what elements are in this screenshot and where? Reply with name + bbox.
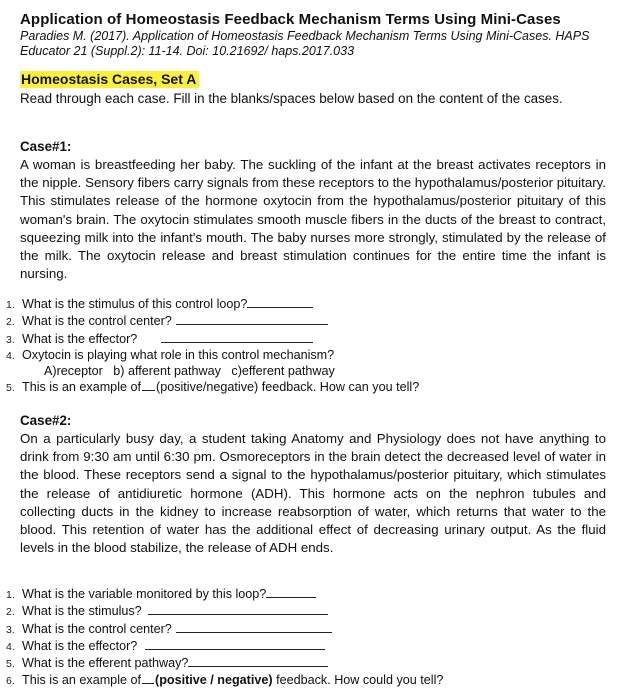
- question-text-after: feedback. How could you tell?: [276, 673, 444, 688]
- citation-line-2: Educator 21 (Suppl.2): 11-14. Doi: 10.21692/ haps.2017.033: [20, 44, 355, 58]
- question-number: 2.: [6, 606, 15, 619]
- question-text: What is the control center?: [22, 621, 172, 636]
- answer-blank[interactable]: [161, 331, 313, 343]
- answer-blank[interactable]: [247, 296, 313, 308]
- question-text: What is the variable monitored by this loop?: [22, 587, 267, 601]
- question-number: 1.: [6, 299, 15, 311]
- question-text: What is the effector?: [22, 331, 138, 346]
- question-text-after: (positive/negative) feedback. How can you tell?: [156, 380, 420, 395]
- question-number: 3.: [6, 623, 15, 636]
- question-number: 4.: [6, 640, 15, 653]
- question-text: What is the stimulus of this control loop?: [22, 297, 248, 311]
- case-2-questions: [6, 586, 606, 690]
- case-1-question-3: [6, 331, 606, 348]
- option-c[interactable]: c)efferent pathway: [231, 364, 335, 379]
- question-text: Oxytocin is playing what role in this control mechanism?: [22, 347, 335, 362]
- case-2-title: Case#2:: [20, 413, 72, 428]
- question-number: 4.: [6, 349, 15, 362]
- citation-line-1: Paradies M. (2017). Application of Homeostasis Feedback Mechanism Terms Using Mini-Cases. HAPS: [20, 29, 590, 43]
- case-2-question-2: [6, 603, 606, 620]
- case-2-question-4: [6, 638, 606, 655]
- case-2-question-1: [6, 586, 606, 603]
- question-text: What is the efferent pathway?: [22, 656, 189, 671]
- instructions-text: Read through each case. Fill in the blanks/spaces below based on the content of the cases.: [20, 91, 563, 106]
- case-2-question-6: [6, 672, 606, 689]
- case-1-text: A woman is breastfeeding her baby. The suckling of the infant at the breast activates receptors in the nipple. Sensory fibers carry signals from these receptors to the hypothalamus/posterior pituitary. This stimulates release of the hormone oxytocin from the hypothalamus/posterior pituitary of this woman's brain. The oxytocin stimulates smooth muscle fibers in the ducts of the breast to contract, squeezing milk into the infant's mouth. The baby nurses more strongly, stimulated by the release of the milk. The oxytocin release and breast stimulation continues for the entire time the infant is nursing.: [20, 157, 606, 282]
- case-2-question-3: [6, 621, 606, 638]
- case-1-questions: [6, 296, 606, 397]
- answer-blank[interactable]: [142, 672, 154, 684]
- answer-blank[interactable]: [148, 603, 328, 615]
- case-1-question-4: [6, 348, 606, 364]
- question-number: 3.: [6, 333, 15, 346]
- document-header: [20, 11, 620, 59]
- question-number: 1.: [6, 589, 15, 601]
- question-text: What is the control center?: [22, 314, 172, 329]
- case-1-question-2: [6, 313, 606, 330]
- case-2-question-5: [6, 655, 606, 672]
- question-number: 5.: [6, 382, 15, 395]
- case-1-question-4-options: [6, 364, 606, 379]
- question-number: 5.: [6, 658, 15, 671]
- answer-blank[interactable]: [176, 621, 332, 633]
- option-b[interactable]: b) afferent pathway: [113, 364, 221, 379]
- answer-blank[interactable]: [176, 313, 328, 325]
- case-2-text: On a particularly busy day, a student taking Anatomy and Physiology does not have anything to drink from 9:30 am until 6:30 pm. Osmoreceptors in the brain detect the decreased level of water in the blood. These receptors send a signal to the hypothalamus/posterior pituitary, which stimulates the release of antidiuretic hormone (ADH). This hormone acts on the nephron tubules and collecting ducts in the kidney to increase reabsorption of water, which returns that water to the blood. This retention of water has the additional effect of decreasing urinary output. As the fluid levels in the blood stabilize, the release of ADH ends.: [20, 431, 606, 556]
- question-text: This is an example of: [22, 380, 141, 395]
- answer-blank[interactable]: [142, 379, 155, 391]
- option-a[interactable]: A)receptor: [44, 364, 103, 379]
- question-emphasis: (positive / negative): [155, 673, 273, 688]
- answer-blank[interactable]: [266, 586, 316, 598]
- case-1-question-5: [6, 379, 606, 396]
- case-1-title: Case#1:: [20, 139, 72, 154]
- question-text: This is an example of: [22, 673, 141, 688]
- case-1-question-1: [6, 296, 606, 313]
- question-text: What is the stimulus?: [22, 604, 142, 619]
- answer-blank[interactable]: [188, 655, 328, 667]
- answer-blank[interactable]: [145, 638, 325, 650]
- question-number: 2.: [6, 316, 15, 329]
- question-number: 6.: [6, 675, 15, 688]
- document-title: Application of Homeostasis Feedback Mechanism Terms Using Mini-Cases: [20, 11, 561, 28]
- question-text: What is the effector?: [22, 638, 138, 653]
- set-heading-highlight: Homeostasis Cases, Set A: [20, 71, 199, 88]
